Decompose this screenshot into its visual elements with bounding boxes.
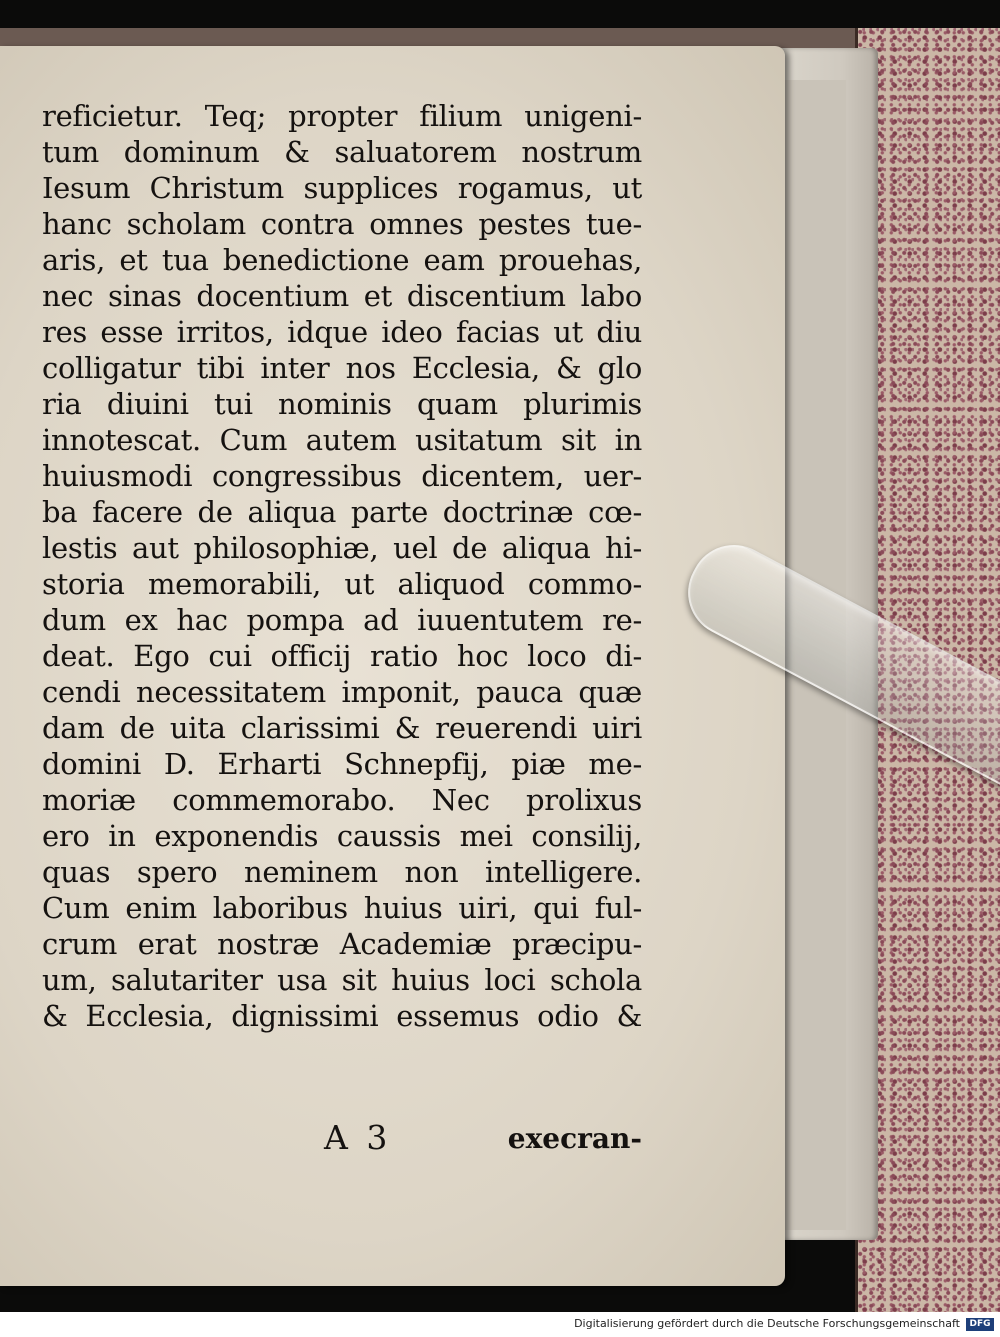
text-line: ria diuini tui nominis quam plurimis: [42, 387, 642, 421]
text-line: tum dominum & saluatorem nostrum: [42, 135, 642, 169]
text-line: nec sinas docentium et discentium labo: [42, 279, 642, 313]
text-line: reficietur. Teq; propter filium unigeni-: [42, 99, 642, 133]
digitization-footer: [0, 1312, 1000, 1337]
signature-mark: A 3: [324, 1118, 392, 1157]
text-line: dum ex hac pompa ad iuuentutem re-: [42, 603, 642, 637]
text-line: domini D. Erharti Schnepfij, piæ me-: [42, 747, 642, 781]
page-footer-line: [42, 1118, 642, 1158]
text-line: colligatur tibi inter nos Ecclesia, & glo: [42, 351, 642, 385]
funding-credit: Digitalisierung gefördert durch die Deutsche Forschungsgemeinschaft: [574, 1317, 960, 1330]
text-line: aris, et tua benedictione eam prouehas,: [42, 243, 642, 277]
text-line: moriæ commemorabo. Nec prolixus: [42, 783, 642, 817]
text-line: huiusmodi congressibus dicentem, uer-: [42, 459, 642, 493]
dfg-logo-icon: DFG: [966, 1318, 994, 1331]
book-page: [0, 46, 785, 1286]
text-line: res esse irritos, idque ideo facias ut diu: [42, 315, 642, 349]
text-line: lestis aut philosophiæ, uel de aliqua hi-: [42, 531, 642, 565]
text-line: hanc scholam contra omnes pestes tue-: [42, 207, 642, 241]
text-line: dam de uita clarissimi & reuerendi uiri: [42, 711, 642, 745]
text-line: innotescat. Cum autem usitatum sit in: [42, 423, 642, 457]
text-line: ba facere de aliqua parte doctrinæ cœ-: [42, 495, 642, 529]
text-line: quas spero neminem non intelligere.: [42, 855, 642, 889]
text-line: Iesum Christum supplices rogamus, ut: [42, 171, 642, 205]
text-line: um, salutariter usa sit huius loci schola: [42, 963, 642, 997]
text-line: crum erat nostræ Academiæ præcipu-: [42, 927, 642, 961]
text-line: storia memorabili, ut aliquod commo-: [42, 567, 642, 601]
text-line: deat. Ego cui officij ratio hoc loco di-: [42, 639, 642, 673]
text-line: Cum enim laboribus huius uiri, qui ful-: [42, 891, 642, 925]
text-line: cendi necessitatem imponit, pauca quæ: [42, 675, 642, 709]
text-line: ero in exponendis caussis mei consilij,: [42, 819, 642, 853]
text-line: & Ecclesia, dignissimi essemus odio &: [42, 999, 642, 1033]
catchword: execran-: [507, 1122, 642, 1155]
page-text-block: [42, 98, 642, 1034]
